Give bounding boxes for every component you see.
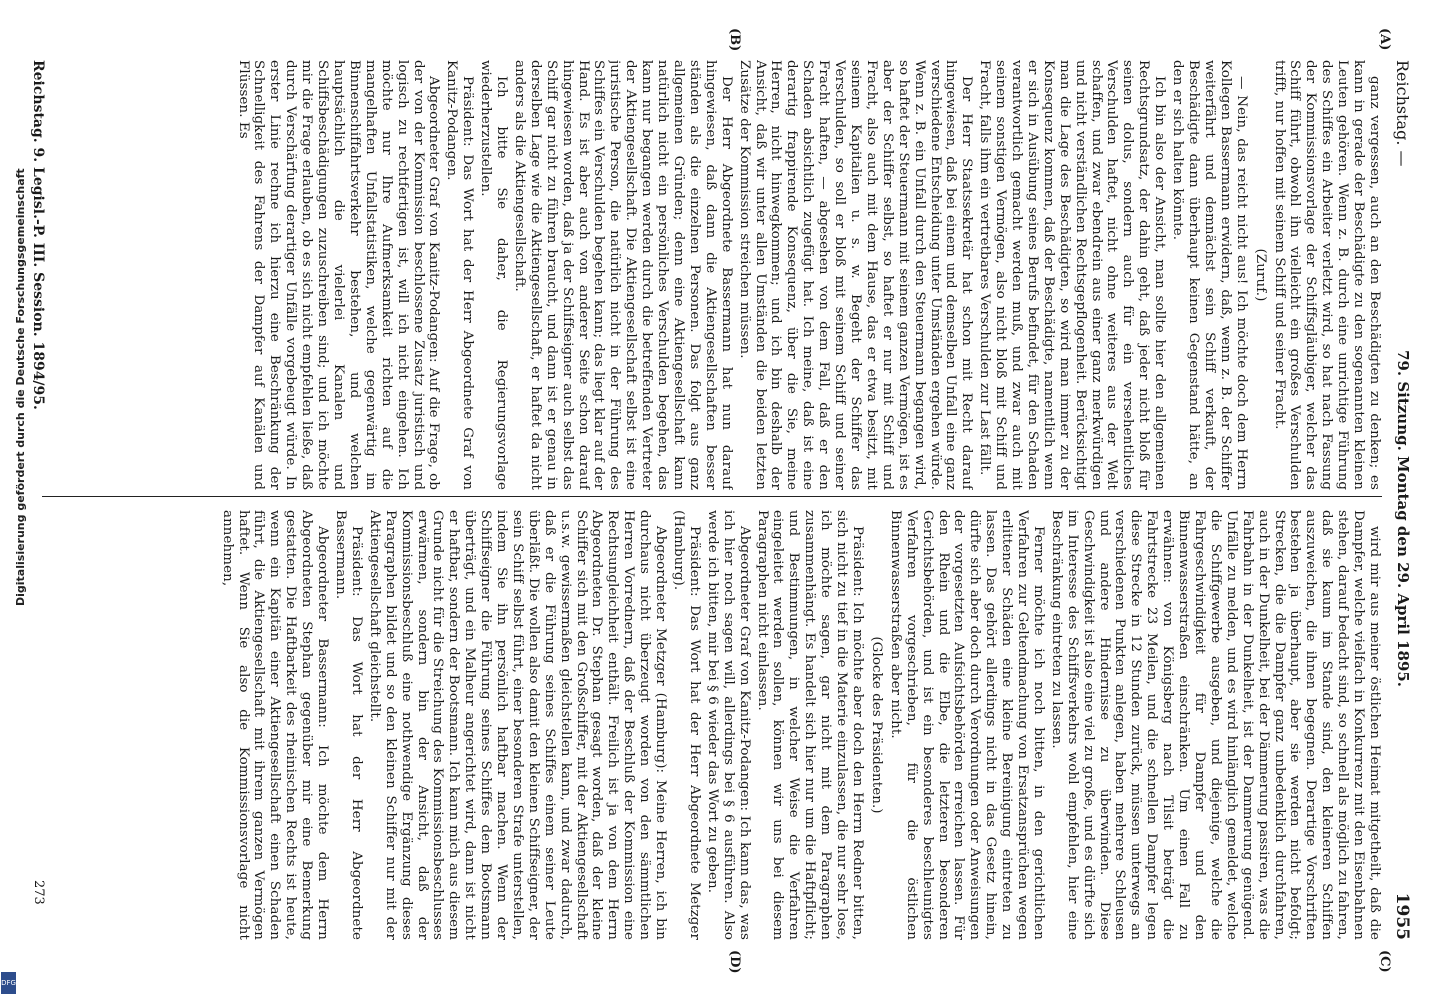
page-number: 273	[31, 880, 46, 905]
paragraph: Abgeordneter Graf von Kanitz-Podangen: Ich kann das, was ich hier noch sagen will, allerdings bei § 6 ausführen. Also werde ich bitten, mir bei § 6 wieder das Wort zu geben.	[704, 510, 752, 940]
paragraph: Abgeordneter Bassermann: Ich möchte dem Herrn Abgeordneten Stephan gegenüber mir eine Bemerkung gestatten. Die Haftbarkeit des rheinischen Rechts ist heute, wenn ein Kapitän einer Aktiengesellschaft einen Schaden führt, die Aktiengesellschaft mit ihrem ganzen Vermögen haftet. Wenn Sie also die Kommissionsvorlage nicht annehmen,	[219, 510, 331, 940]
column-divider	[42, 496, 1382, 497]
paragraph: Der Herr Abgeordnete Bassermann hat nun darauf hingewiesen, daß dann die Aktiengesellschaften besser ständen als die einzelnen Personen. Das folgt aus ganz allgemeinen Gründen; denn eine Aktiengesellschaft kann natürlich nicht ein persönliches Verschulden begehen, das kann nur begangen werden durch die betreffenden Vertreter der Aktiengesellschaft. Die Aktiengesellschaft selbst ist eine juristische Person, die natürlich nicht in der Führung des Schiffes ein Verschulden begehen kann; das liegt klar auf der Hand. Es ist aber auch von anderer Seite schon darauf hingewiesen worden, daß ja der Schiffseigner auch selbst das Schiff gar nicht zu führen braucht, und dann ist er genau in derselben Lage wie die Aktiengesellschaft, er haftet da nicht anders als die Aktiengesellschaft.	[511, 60, 734, 490]
interjection: (Zuruf.)	[1252, 248, 1268, 302]
right-column	[42, 510, 1382, 940]
header-center: 79. Sitzung. Montag den 29. April 1895.	[1394, 350, 1412, 688]
margin-mark-a: (A)	[1377, 28, 1392, 51]
paragraph: Abgeordneter Metzger (Hamburg): Meine Herren, ich bin durchaus nicht überzeugt worden von den sämmtlichen Herren Vorrednern, daß der Beschluß der Kommission eine Rechtsungleichheit enthält. Freilich ist ja von dem Herrn Abgeordneten Dr. Stephan gesagt worden, daß der kleine Schiffer sich mit den Großschiffer, mit der Aktiengesellschaft u.s.w. gewissermaßen gleichstellen kann, und zwar dadurch, daß er die Führung seines Schiffes einem seiner Leute überläßt. Die wollen also damit den kleinen Schiffseigner, der sein Schiff selbst führt, einer besonderen Strafe unterstellen, indem Sie ihn persönlich haftbar machen. Wenn der Schiffseigner die Führung seines Schiffes dem Bootsmann überträgt, und ein Malheur angerichtet wird, dann ist nicht er haftbar, sondern der Bootsmann. Ich kann mich aus diesem Grunde nicht für die Streichung des Kommissionsbeschlusses erwärmen, sondern bin der Ansicht, daß der Kommissionsbeschluß eine nothwendige Ergänzung dieses Paragraphen bildet und so den kleinen Schiffer nur mit der Aktiengesellschaft gleichstellt.	[366, 510, 669, 940]
margin-mark-c: (C)	[1377, 950, 1392, 973]
paragraph: — Nein, das reicht nicht aus! Ich möchte doch dem Herrn Kollegen Bassermann erwidern, daß, wenn z. B. der Schiffer weiterfährt und demnächst sein Schiff verkauft, der Beschädigte dann überhaupt keinen Gegenstand hätte, an den er sich halten könnte.	[1170, 60, 1249, 490]
dfg-logo: DFG	[1, 972, 16, 994]
footer-session-note: Reichstag. 9. Legisl.-P. III. Session. 1894/95.	[30, 60, 46, 410]
margin-mark-b: (B)	[727, 28, 742, 52]
margin-mark-d: (D)	[727, 950, 742, 974]
interjection: (Glocke des Präsidenten.)	[868, 636, 884, 814]
header-page-number: 1955	[1392, 892, 1412, 940]
paragraph: Ich bin also der Ansicht, man sollte hier den allgemeinen Rechtsgrundsatz, der dahin geht, daß jeder nicht bloß für seinen dolus, sondern auch für ein versehentliches Verschulden haftet, nicht ohne weiteres aus der Welt schaffen, und zwar ebendrein aus einer ganz merkwürdigen und nicht verständlichen Rechtsgepflogenheit. Berücksichtigt man die Lage des Beschädigten, so wird man immer zu der Konsequenz kommen, daß der Beschädigte, namentlich wenn er sich in Ausübung seines Berufs befindet, für den Schaden verantwortlich gemacht werden muß, und zwar auch mit seinem sonstigen Vermögen, also nicht bloß mit Schiff und Fracht, falls ihm ein vertretbares Verschulden zur Last fällt.	[977, 60, 1168, 490]
header-left: Reichstag. —	[1393, 60, 1412, 167]
paragraph: Präsident: Das Wort hat der Herr Abgeordnete Metzger (Hamburg).	[671, 510, 702, 940]
paragraph: Abgeordneter Graf von Kanitz-Podangen: Auf die Frage, ob der von der Kommission beschlossene Zusatz juristisch und logisch zu rechtfertigen ist, will ich nicht eingehen. Ich möchte nur Ihre Aufmerksamkeit richten auf die mangelhaften Unfallstatistiken, welche gegenwärtig im Binnenschiffahrtsverkehr bestehen, und welchen hauptsächlich die vielerlei Kanalen und Schiffsbeschädigungen zuzuschreiben sind; und ich möchte mir die Frage erlauben, ob es sich nicht empfehlen ließe, daß durch Verschärfung derartiger Unfälle vorgebeugt würde. In erster Linie rechne ich hierzu eine Beschränkung der Schnelligkeit des Fahrens der Dampfer auf Kanälen und Flüssen. Es	[235, 60, 442, 490]
digitization-sidebar	[0, 0, 27, 1000]
paragraph: Ferner möchte ich noch bitten, in den gerichtlichen Verfahren zur Geltendmachung von Ersatzansprüchen wegen erlittener Schäden eine kleine Bereinigung eintreten zu lassen. Das gehört allerdings nicht in das Gesetz hinein, dürfte sich aber doch durch Verordnungen oder Anweisungen der vorgesetzten Aufsichtsbehörden erreichen lassen. Für den Rhein und die Elbe, die letzteren besonderen Gerichtsbehörden, und ist ein besonderes beschleunigtes Verfahren vorgeschrieben, für die östlichen Binnenwasserstraßen aber nicht.	[887, 510, 1046, 940]
paragraph: Präsident: Ich möchte aber doch den Herrn Redner bitten, sich nicht zu tief in die Materie einzulassen, die nur sehr lose, ich möchte sagen, gar nicht mit dem Paragraphen zusammenhängt. Es handelt sich hier nur um die Haftpflicht; und Bestimmungen, in welcher Weise die Verfahren eingeleitet werden sollen, können wir uns bei diesem Paragraphen nicht einlassen.	[754, 510, 865, 940]
paragraph: Präsident: Das Wort hat der Herr Abgeordnete Graf von Kanitz-Podangen.	[444, 60, 476, 490]
paragraph: Der Herr Staatssekretär hat schon mit Recht darauf hingewiesen, daß bei einem und demselben Unfall eine ganz verschiedene Entscheidung unter Umständen ergehen würde. Wenn z. B. ein Unfall durch den Steuermann begangen wird, so haftet der Steuermann mit seinem ganzen Vermögen, ist es aber der Schiffer selbst, so haftet er nur mit Schiff und Fracht, also auch mit dem Hause, das er etwa besitzt, mit seinem Kapitalien u. s. w. Begeht der Schiffer das Verschulden, so soll er bloß mit seinem Schiff und seiner Fracht haften, — abgesehen von dem Fall, daß er den Schaden absichtlich zugefügt hat. Ich meine, daß ist eine derartig frappirende Konsequenz, über die Sie, meine Herren, nicht hinwegkommen; und ich bin deshalb der Ansicht, daß wir unter allen Umständen die beiden letzten Zusätze der Kommission streichen müssen.	[736, 60, 975, 490]
paragraph: wird mir aus meiner östlichen Heimat mitgetheilt, daß die Dampfer, welche vielfach in Konkurrenz mit den Eisenbahnen stehen, darauf bedacht sind, so schnell als möglich zu fahren, daß sie kaum im Stande sind, den kleineren Schiffen auszuweichen, die ihnen begegnen. Derartige Vorschriften bestehen ja überhaupt, aber sie werden nicht befolgt; Strecken, die die Dampfer ganz unbedenklich durchfahren, auch in der Dunkelheit, bei der Dämmerung passiren, was die Fahrbahn in der Dunkelheit, ist der Dammerung genügend. Unfälle zu melden, und es wird hinlänglich gemeldet, welche die Schiffgewerbe ausgeben, und diejenige, welche die Fahrgeschwindigkeit für Dampfer und den Binnenwasserstraßen einschränken. Um einen Fall zu erwähnen: von Königsberg nach Tilsit beträgt die Fahrtstrecke 23 Meilen, und die schnellen Dampfer legen diese Strecke in 12 Stunden zurück, müssen unterwegs an verschiedenen Punkten anlegen, haben mehrere Schleusen und andere Hindernisse zu überwinden. Diese Geschwindigkeit ist also eine viel zu große, und es dürfte sich im Interesse des Schiffsverkehrs wohl empfehlen, hier eine Beschränkung eintreten zu lassen.	[1048, 510, 1382, 940]
page-header	[1388, 60, 1418, 940]
paragraph: Präsident: Das Wort hat der Herr Abgeordnete Bassermann.	[333, 510, 364, 940]
paragraph: Ich bitte Sie daher, die Regierungsvorlage wiederherzustellen.	[478, 60, 510, 490]
paragraph: ganz vergessen, auch an den Beschädigten zu denken; es kann in gerade der Beschädigte zu den sogenannten kleinen Leuten gehören. Wenn z. B. durch eine unrichtige Führung des Schiffes ein Arbeiter verletzt wird, so hat nach Fassung der Kommissionsvorlage der Schiffsgläubiger, welcher das Schiff führt, obwohl ihn vielleicht ein großes Verschulden trifft, nur hoffen mit seinem Schiff und seiner Fracht.	[1271, 60, 1382, 490]
digitization-credit: Digitalisierung gefördert durch die Deutsche Forschungsgemeinschaft	[14, 168, 27, 606]
left-column	[42, 60, 1382, 490]
